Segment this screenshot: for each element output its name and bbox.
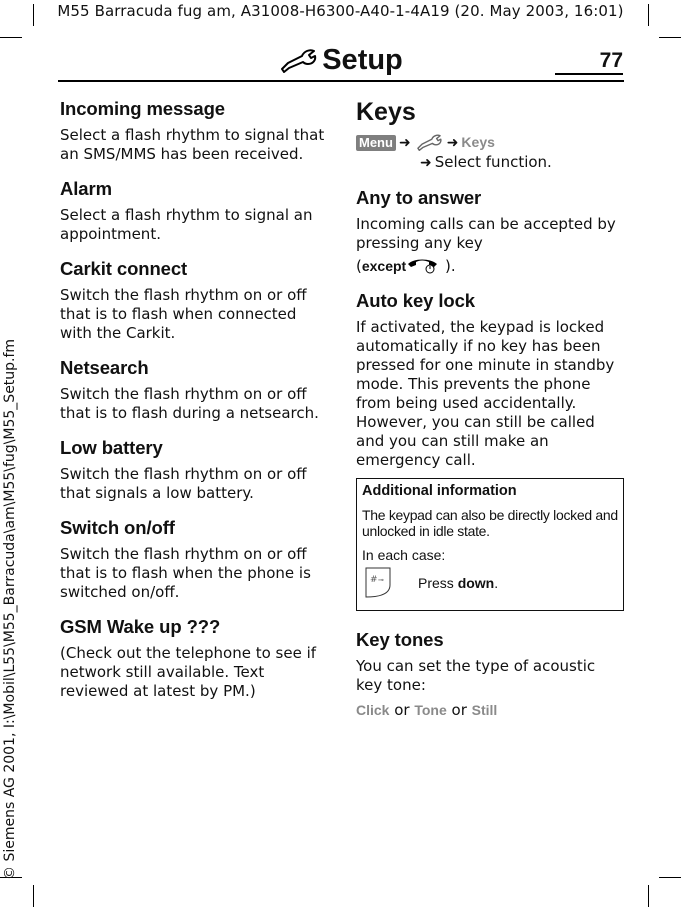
section-text: You can set the type of acoustic key tone: <box>356 657 596 694</box>
option-still: Still <box>471 702 498 718</box>
crop-mark <box>648 885 649 907</box>
section-heading: Key tones <box>356 629 444 650</box>
section-text: Switch the flash rhythm on or off that is to flash when connected with the Carkit. <box>60 286 307 342</box>
arrow-right-icon: ➜ <box>420 155 432 171</box>
header-rule <box>58 80 624 82</box>
page-title-text: Setup <box>322 44 403 76</box>
key-tone-options <box>356 701 624 720</box>
svg-text:⊸: ⊸ <box>378 576 384 584</box>
except-line <box>356 257 624 276</box>
press-end: . <box>494 575 499 591</box>
section-heading: Switch on/off <box>60 517 175 538</box>
crop-mark <box>0 37 22 38</box>
menu-softkey: Menu <box>356 135 396 151</box>
info-box-press-row <box>362 565 618 602</box>
except-open: ( <box>356 257 362 275</box>
except-word: except <box>361 258 407 274</box>
section-heading: GSM Wake up ??? <box>60 616 221 637</box>
section-heading: Incoming message <box>60 98 225 119</box>
select-function-text: Select function. <box>434 153 552 171</box>
crop-mark <box>659 37 681 38</box>
section-text: Select a flash rhythm to signal an appointment. <box>60 206 313 243</box>
hash-key-icon <box>362 565 418 602</box>
running-header: M55 Barracuda fug am, A31008-H6300-A40-1-4A19 (20. May 2003, 16:01) <box>57 2 624 20</box>
keys-menu-item: Keys <box>461 134 495 150</box>
section-text: Select a flash rhythm to signal that an SMS/MMS has been received. <box>60 126 325 163</box>
setup-wrench-icon <box>414 133 444 151</box>
info-box-press-text <box>418 575 498 591</box>
section-heading: Netsearch <box>60 357 149 378</box>
page-number: 77 <box>599 49 623 72</box>
section-heading: Carkit connect <box>60 258 188 279</box>
section-heading: Any to answer <box>356 187 482 208</box>
section-text: Switch the flash rhythm on or off that signals a low battery. <box>60 465 307 502</box>
info-box-text: The keypad can also be directly locked and unlocked in idle state. <box>362 507 618 539</box>
info-box-title: Additional information <box>362 483 517 499</box>
press-label: Press <box>418 575 458 591</box>
arrow-right-icon: ➜ <box>398 135 411 151</box>
option-separator: or <box>446 701 472 719</box>
keys-title: Keys <box>356 98 416 126</box>
side-copyright-path: © Siemens AG 2001, I:\Mobil\L55\M55_Barracuda\am\M55\fug\M55_Setup.fm <box>2 338 18 880</box>
setup-wrench-icon <box>278 44 322 76</box>
section-text: Switch the flash rhythm on or off that is to flash when the phone is switched on/off. <box>60 545 311 601</box>
right-column <box>356 98 624 734</box>
page-number-rule <box>555 73 623 75</box>
arrow-right-icon: ➜ <box>446 135 459 151</box>
additional-info-box <box>356 478 624 611</box>
crop-mark <box>659 877 681 878</box>
option-tone: Tone <box>414 702 447 718</box>
menu-path <box>356 133 624 153</box>
section-text: Switch the flash rhythm on or off that is to flash during a netsearch. <box>60 385 319 422</box>
section-text: (Check out the telephone to see if network still available. Text reviewed at latest by PM.) <box>60 644 317 700</box>
section-heading: Alarm <box>60 178 112 199</box>
option-separator: or <box>389 701 415 719</box>
end-call-key-icon <box>406 257 440 275</box>
left-column <box>60 98 326 715</box>
section-heading: Low battery <box>60 437 163 458</box>
section-heading: Auto key lock <box>356 290 475 311</box>
press-bold: down <box>457 575 495 591</box>
select-function-line <box>420 153 624 173</box>
option-click: Click <box>356 702 390 718</box>
info-box-each-case: In each case: <box>362 547 446 563</box>
section-text: If activated, the keypad is locked automatically if no key has been pressed for one minute in standby mode. This prevents the phone from being used accidentally. However, you can still be called and you can still make an emergency call. <box>356 318 615 469</box>
crop-mark <box>33 885 34 907</box>
svg-text:#: # <box>370 575 378 585</box>
section-text: Incoming calls can be accepted by pressing any key <box>356 215 616 252</box>
except-close: ). <box>440 257 456 275</box>
